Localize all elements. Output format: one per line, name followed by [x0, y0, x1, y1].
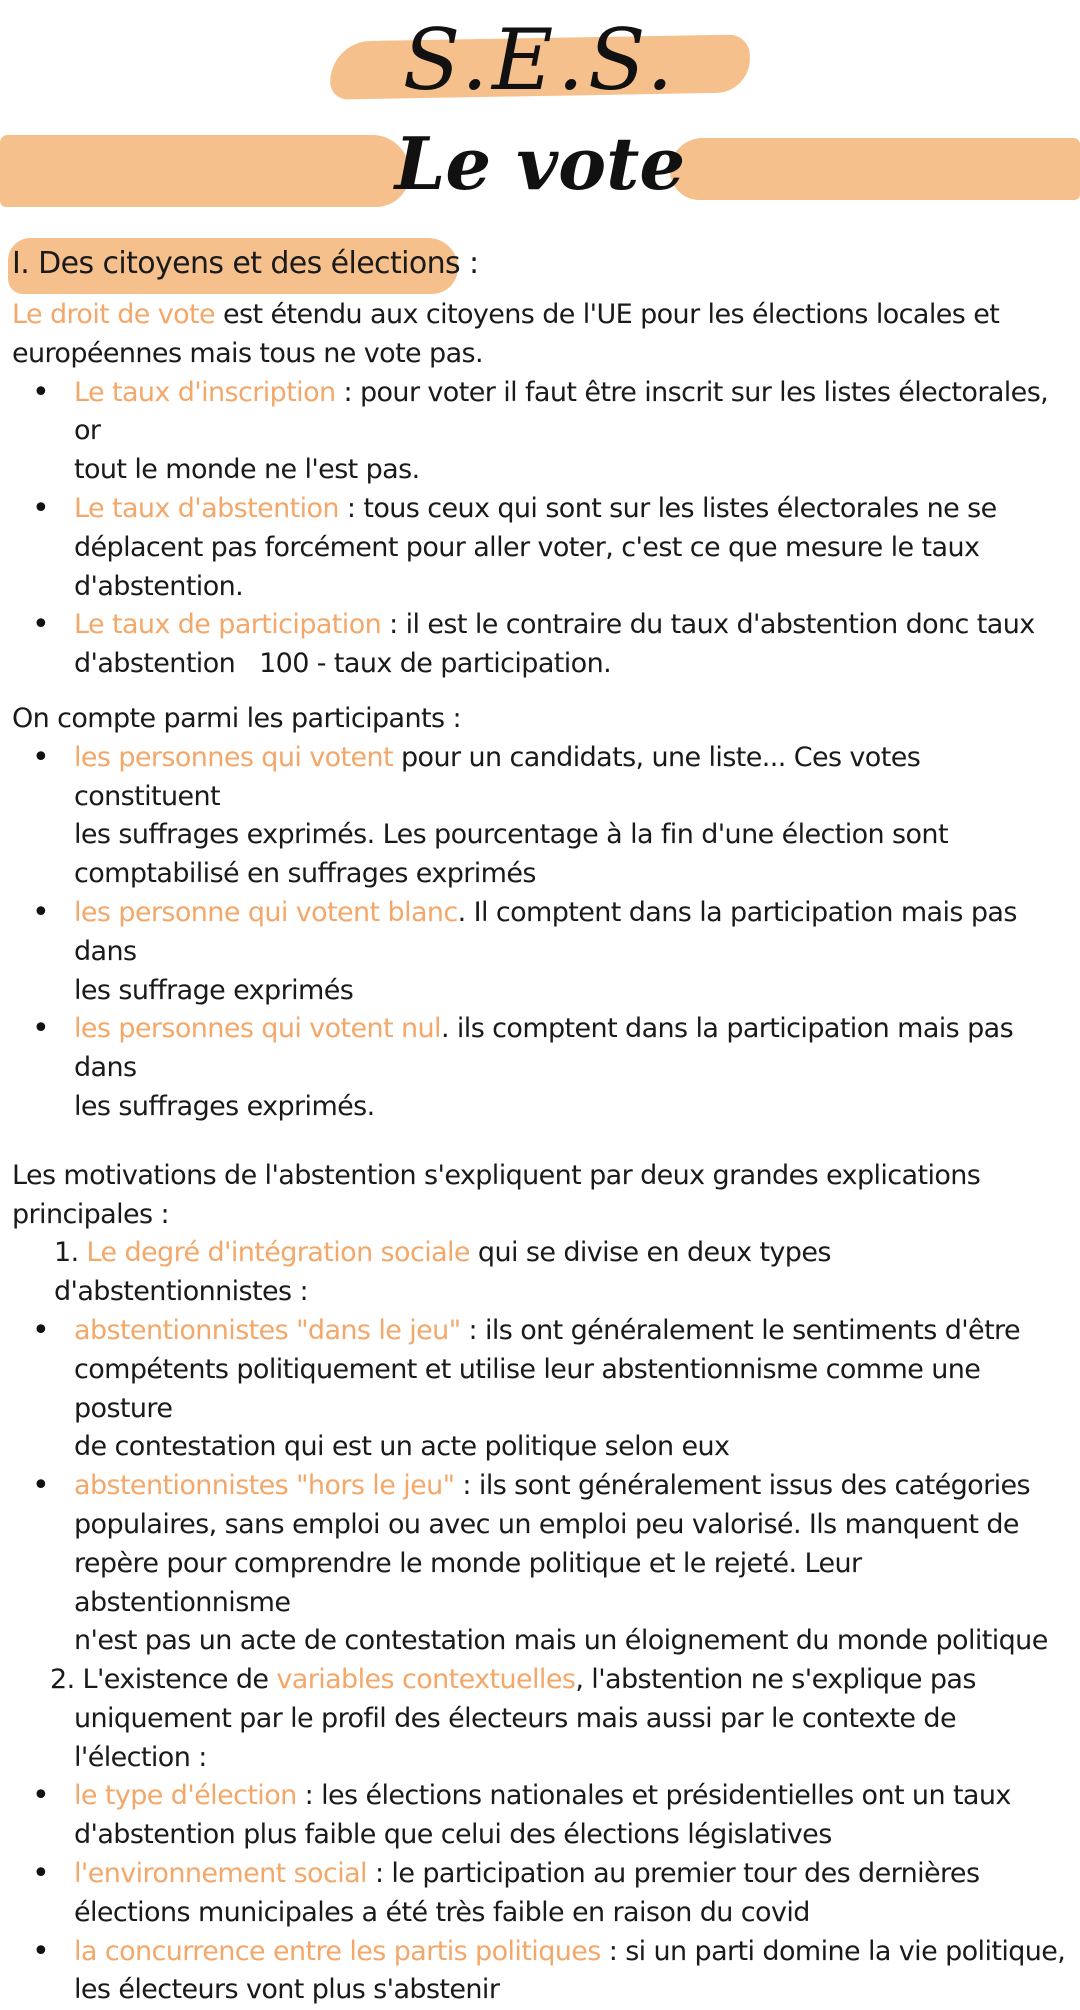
list-item: • les personne qui votent blanc. Il comptent dans la participation mais pas dans les suffrage exprimés — [74, 894, 1072, 1010]
list-item: • Le taux d'inscription : pour voter il faut être inscrit sur les listes électorales, or tout le monde ne l'est pas. — [74, 374, 1072, 490]
participants-intro: On compte parmi les participants : — [12, 702, 461, 734]
page-subtitle: Le vote — [394, 121, 686, 206]
page-title: S.E.S. — [402, 11, 678, 109]
list-item: • la concurrence entre les partis politiques : si un parti domine la vie politique, les électeurs vont plus s'abstenir — [74, 1933, 1072, 2010]
term-taux-abstention: Le taux d'abstention — [74, 492, 339, 524]
term-type-election: le type d'élection — [74, 1780, 297, 1812]
list-item: • les personnes qui votent pour un candidats, une liste... Ces votes constituent les suffrages exprimés. Les pourcentage à la fin d'une élection sont comptabilisé en suffrages exprimés — [74, 739, 1072, 894]
term-droit-de-vote: Le droit de vote — [12, 299, 216, 330]
participants-list — [12, 739, 1072, 1127]
list-item: • l'environnement social : le participation au premier tour des dernières élections municipales a été très faible en raison du covid — [74, 1855, 1072, 1933]
list-item: • le type d'élection : les élections nationales et présidentielles ont un taux d'abstention plus faible que celui des élections législatives — [74, 1777, 1072, 1855]
term-variables-contextuelles: variables contextuelles — [276, 1664, 576, 1696]
list-item: • abstentionnistes "hors le jeu" : ils sont généralement issus des catégories populaires, sans emploi ou avec un emploi peu valorisé. Ils manquent de repère pour comprendre le monde politique et le rejeté. Leur abstentionnisme n'est pas un acte de contestation mais un éloignement du monde politique — [74, 1467, 1072, 1661]
point1-list — [12, 1312, 1072, 1661]
term-votants: les personnes qui votent — [74, 741, 394, 773]
numbered-point-2: 2. L'existence de variables contextuelles, l'abstention ne s'explique pas — [50, 1664, 976, 1696]
list-item: • Le taux d'abstention : tous ceux qui sont sur les listes électorales ne se déplacent pas forcément pour aller voter, c'est ce que mesure le taux d'abstention. — [74, 490, 1072, 606]
term-taux-participation: Le taux de participation — [74, 609, 382, 641]
list-item: • Le taux de participation : il est le contraire du taux d'abstention donc taux d'abstention 100 - taux de participation. — [74, 606, 1072, 684]
notes-content — [12, 242, 1072, 2010]
intro-paragraph: Le droit de vote est étendu aux citoyens de l'UE pour les élections locales et européennes mais tous ne vote pas. — [12, 299, 1000, 369]
term-taux-inscription: Le taux d'inscription — [74, 376, 336, 408]
point2-list — [12, 1777, 1072, 2010]
term-environnement-social: l'environnement social — [74, 1858, 367, 1890]
numbered-point-2-continuation: uniquement par le profil des électeurs mais aussi par le contexte de l'élection : — [74, 1702, 956, 1773]
term-vote-blanc: les personne qui votent blanc — [74, 896, 458, 928]
term-integration-sociale: Le degré d'intégration sociale — [86, 1237, 470, 1269]
term-concurrence-partis: la concurrence entre les partis politiques — [74, 1935, 601, 1967]
rates-list — [12, 374, 1072, 684]
list-item: • les personnes qui votent nul. ils comptent dans la participation mais pas dans les suffrages exprimés. — [74, 1010, 1072, 1126]
list-item: • abstentionnistes "dans le jeu" : ils ont généralement le sentiments d'être compétents politiquement et utilise leur abstentionnisme comme une posture de contestation qui est un acte politique selon eux — [74, 1312, 1072, 1467]
section-heading: I. Des citoyens et des élections : — [12, 246, 479, 281]
term-dans-le-jeu: abstentionnistes "dans le jeu" — [74, 1314, 461, 1346]
numbered-point-1: 1. Le degré d'intégration sociale qui se divise en deux types d'abstentionnistes : — [54, 1237, 831, 1308]
term-hors-le-jeu: abstentionnistes "hors le jeu" — [74, 1470, 455, 1502]
motivations-intro: Les motivations de l'abstention s'expliquent par deux grandes explications principales : — [12, 1159, 981, 1230]
term-vote-nul: les personnes qui votent nul — [74, 1013, 441, 1045]
